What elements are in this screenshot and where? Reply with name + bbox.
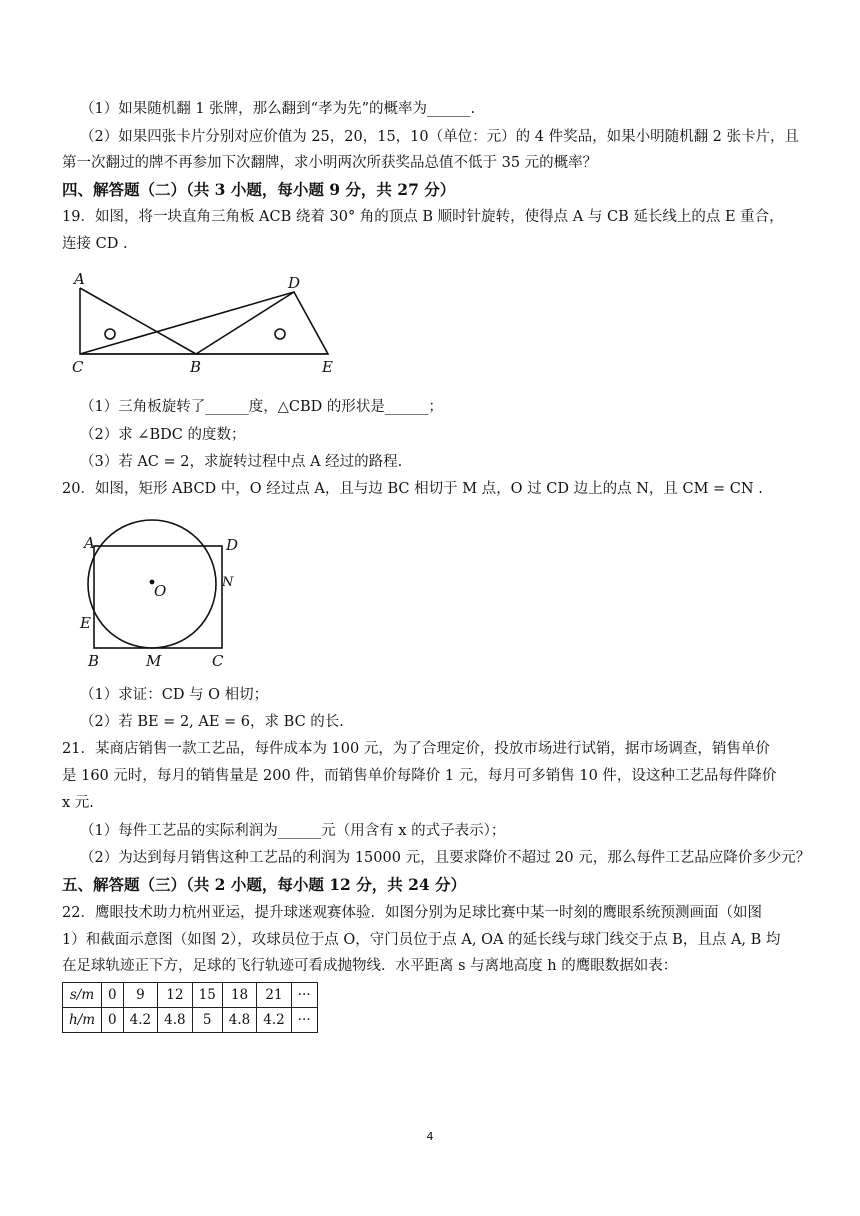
q19-stem-line2: 连接 CD .: [62, 236, 128, 252]
q20-stem: 20．如图，矩形 ABCD 中，O 经过点 A，且与边 BC 相切于 M 点，O 过 CD 边上的点 N，且 CM = CN .: [62, 481, 763, 497]
q18-part2-line2: 第一次翻过的牌不再参加下次翻牌，求小明两次所获奖品总值不低于 35 元的概率？: [62, 155, 598, 171]
table-cell: 12: [158, 983, 192, 1008]
section5-heading: 五、解答题（三）（共 2 小题，每小题 12 分，共 24 分）: [62, 875, 467, 894]
label-d: D: [288, 274, 301, 292]
q19-triangle-figure: [66, 266, 356, 382]
q19-part2: （2）求 ∠BDC 的度数；: [80, 427, 246, 443]
q18-part2-line1: （2）如果四张卡片分别对应价值为 25，20，15，10（单位：元）的 4 件奖品，如果小明随机翻 2 张卡片，且: [80, 129, 800, 145]
q21-part2: （2）为达到每月销售这种工艺品的利润为 15000 元，且要求降价不超过 20 元，那么每件工艺品应降价多少元？: [80, 850, 811, 866]
q19-stem-line1: 19．如图，将一块直角三角板 ACB 绕着 30° 角的顶点 B 顺时针旋转，使得点 A 与 CB 延长线上的点 E 重合，: [62, 209, 784, 225]
segment-cd: [80, 292, 294, 354]
q22-stem-line2: 1）和截面示意图（如图 2），攻球员位于点 O，守门员位于点 A, OA 的延长线与球门线交于点 B，且点 A, B 均: [62, 932, 781, 948]
triangle-acb: [80, 288, 196, 354]
table-cell: 4.2: [257, 1008, 291, 1033]
table-cell: 5: [192, 1008, 222, 1033]
q21-part1: （1）每件工艺品的实际利润为______元（用含有 x 的式子表示）；: [80, 823, 506, 839]
table-row-h: [63, 1008, 318, 1033]
q20-part2: （2）若 BE = 2, AE = 6，求 BC 的长.: [80, 714, 344, 730]
label-n: N: [222, 575, 234, 590]
table-cell: 9: [123, 983, 157, 1008]
q20-circle-rectangle-figure: [74, 508, 250, 670]
label-c: C: [212, 652, 224, 670]
q19-part1: （1）三角板旋转了______度，△CBD 的形状是______；: [80, 399, 443, 415]
table-cell: s/m: [63, 983, 102, 1008]
table-cell: 0: [102, 983, 124, 1008]
q21-stem-line2: 是 160 元时，每月的销售量是 200 件，而销售单价每降价 1 元，每月可多销售 10 件，设这种工艺品每件降价: [62, 768, 777, 784]
eagle-eye-data-table: [62, 982, 318, 1033]
label-a: A: [84, 534, 95, 552]
label-o: O: [154, 582, 167, 600]
label-m: M: [146, 652, 162, 670]
q22-stem-line1: 22．鹰眼技术助力杭州亚运，提升球迷观赛体验．如图分别为足球比赛中某一时刻的鹰眼系统预测画面（如图: [62, 905, 762, 921]
table-row-s: [63, 983, 318, 1008]
label-a: A: [74, 270, 85, 288]
label-c: C: [72, 358, 84, 376]
table-cell: 4.8: [158, 1008, 192, 1033]
table-cell: h/m: [63, 1008, 102, 1033]
label-e: E: [322, 358, 333, 376]
label-e: E: [80, 614, 91, 632]
q21-stem-line3: x 元.: [62, 795, 94, 811]
table-cell: ···: [291, 1008, 317, 1033]
table-cell: ···: [291, 983, 317, 1008]
q22-stem-line3: 在足球轨迹正下方，足球的飞行轨迹可看成抛物线．水平距离 s 与离地高度 h 的鹰眼数据如表：: [62, 958, 678, 974]
section4-heading: 四、解答题（二）（共 3 小题，每小题 9 分，共 27 分）: [62, 180, 456, 199]
q19-part3: （3）若 AC = 2，求旋转过程中点 A 经过的路程.: [80, 454, 403, 470]
label-d: D: [226, 536, 239, 554]
table-cell: 18: [222, 983, 256, 1008]
triangle-hole-left: [105, 329, 115, 339]
page-number: 4: [426, 1130, 434, 1143]
table-cell: 21: [257, 983, 291, 1008]
q21-stem-line1: 21．某商店销售一款工艺品，每件成本为 100 元，为了合理定价，投放市场进行试销，据市场调查，销售单价: [62, 741, 770, 757]
label-b: B: [88, 652, 100, 670]
q20-part1: （1）求证：CD 与 O 相切；: [80, 687, 269, 703]
table-cell: 0: [102, 1008, 124, 1033]
table-cell: 15: [192, 983, 222, 1008]
triangle-hole-right: [275, 329, 285, 339]
table-cell: 4.8: [222, 1008, 256, 1033]
table-cell: 4.2: [123, 1008, 157, 1033]
q18-part1: （1）如果随机翻 1 张牌，那么翻到“孝为先”的概率为______.: [80, 101, 476, 117]
label-b: B: [190, 358, 202, 376]
